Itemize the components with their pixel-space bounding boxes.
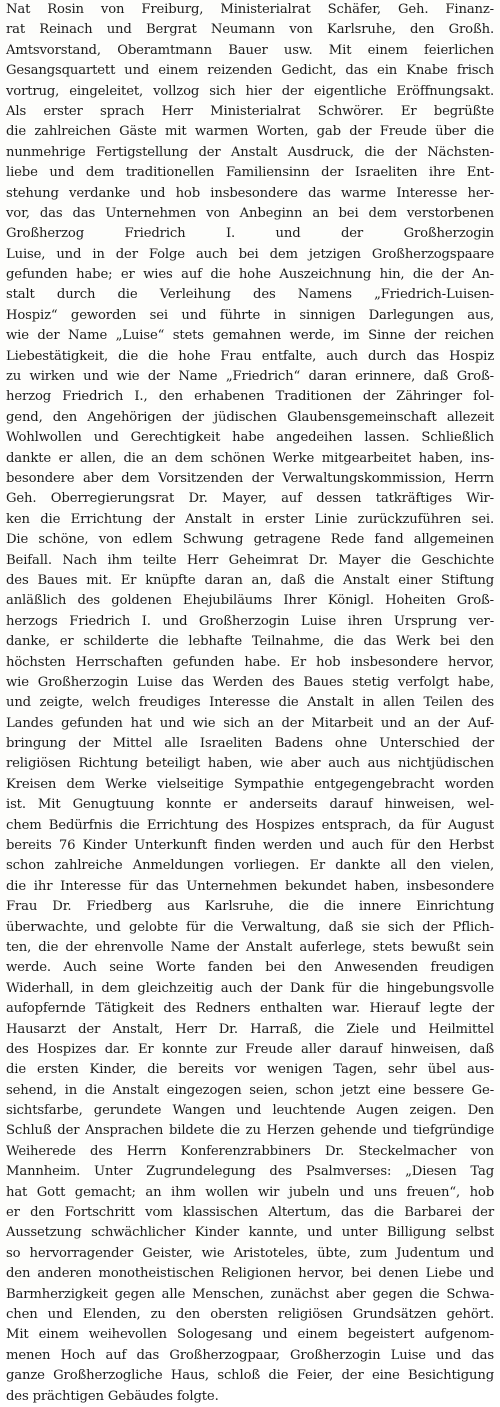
- article-line: die ihr Interesse für das Unternehmen bekundet haben, insbesondere: [6, 878, 494, 894]
- article-line: dankte er allen, die an dem schönen Werke mitgearbeitet haben, ins-: [6, 450, 494, 466]
- article-line: danke, er schilderte die lebhafte Teilnahme, die das Werk bei den: [6, 634, 494, 650]
- article-line: werde. Auch seine Worte fanden bei den Anwesenden freudigen: [6, 960, 494, 976]
- article-line: vor, das das Unternehmen von Anbeginn an bei dem verstorbenen: [6, 205, 494, 221]
- article-line: stehung verdanke und hob insbesondere das warme Interesse her-: [6, 185, 494, 201]
- article-line: chen und Elenden, zu den obersten religiösen Grundsätzen gehört.: [6, 1307, 494, 1322]
- article-line: menen Hoch auf das Großherzogpaar, Großherzogin Luise und das: [6, 1347, 494, 1363]
- article-line: aufopfernde Tätigkeit des Redners enthalten war. Hierauf legte der: [6, 1001, 494, 1017]
- article-line: Wohlwollen und Gerechtigkeit habe angedeihen lassen. Schließlich: [6, 430, 494, 446]
- article-line: Luise, und in der Folge auch bei dem jetzigen Großherzogspaare: [6, 246, 494, 262]
- article-line: des Baues mit. Er knüpfte daran an, daß die Anstalt einer Stiftung: [6, 572, 494, 588]
- article-line: überwachte, und gelobte für die Verwaltung, daß sie sich der Pflich-: [6, 919, 494, 935]
- article-line: hat Gott gemacht; an ihm wollen wir jubeln und uns freuen“, hob: [6, 1184, 494, 1200]
- article-line: besondere aber dem Vorsitzenden der Verwaltungskommission, Herrn: [6, 470, 494, 486]
- article-line: Frau Dr. Friedberg aus Karlsruhe, die die innere Einrichtung: [6, 899, 494, 915]
- article-line: so hervorragender Geister, wie Aristoteles, übte, zum Judentum und: [6, 1245, 494, 1261]
- article-line: ten, die der ehrenvolle Name der Anstalt auferlege, stets bewußt sein: [6, 939, 494, 955]
- article-line: er den Fortschritt vom klassischen Altertum, das die Barbarei der: [6, 1205, 494, 1221]
- article-line: und zeigte, welch freudiges Interesse die Anstalt in allen Teilen des: [6, 695, 494, 711]
- article-line: des Hospizes dar. Er konnte zur Freude aller darauf hinweisen, daß: [6, 1041, 494, 1057]
- article-line: die zahlreichen Gäste mit warmen Worten, gab der Freude über die: [6, 124, 494, 140]
- article-line: ken die Errichtung der Anstalt in erster Linie zurückzuführen sei.: [6, 511, 494, 527]
- article-line: stalt durch die Verleihung des Namens „Friedrich-Luisen-: [6, 287, 494, 303]
- article-line: Schluß der Ansprachen bildete die zu Herzen gehende und tiefgründige: [6, 1123, 494, 1139]
- article-line: die ersten Kinder, die bereits vor wenigen Tagen, sehr übel aus-: [6, 1062, 494, 1078]
- article-line: Nat Rosin von Freiburg, Ministerialrat Schäfer, Geh. Finanz-: [6, 2, 494, 17]
- article-line: ganze Großherzogliche Haus, schloß die Feier, der eine Besichtigung: [6, 1368, 494, 1384]
- article-line: Liebestätigkeit, die die hohe Frau entfalte, auch durch das Hospiz: [6, 348, 494, 364]
- article-line: wie Großherzogin Luise das Werden des Baues stetig verfolgt habe,: [6, 674, 494, 690]
- article-line: Gesangsquartett und einem reizenden Gedicht, das ein Knabe frisch: [6, 63, 494, 79]
- article-line: liebe und dem traditionellen Familiensinn der Israeliten ihre Ent-: [6, 165, 494, 181]
- article-line: Mit einem weihevollen Sologesang und einem begeistert aufgenom-: [6, 1327, 494, 1343]
- article-line: herzog Friedrich I., den erhabenen Traditionen der Zähringer fol-: [6, 389, 494, 405]
- article-line: gefunden habe; er wies auf die hohe Auszeichnung hin, die der An-: [6, 267, 494, 283]
- article-line: schon zahlreiche Anmeldungen vorliegen. Er dankte all den vielen,: [6, 858, 494, 874]
- article-line: Als erster sprach Herr Ministerialrat Schwörer. Er begrüßte: [6, 103, 494, 119]
- article-line: Mannheim. Unter Zugrundelegung des Psalmverses: „Diesen Tag: [6, 1164, 494, 1180]
- article-column: [6, 0, 494, 1407]
- article-line: sehend, in die Anstalt eingezogen seien, schon jetzt eine bessere Ge-: [6, 1082, 494, 1098]
- article-line: Amtsvorstand, Oberamtmann Bauer usw. Mit einem feierlichen: [6, 42, 494, 58]
- article-line: vortrug, eingeleitet, vollzog sich hier der eigentliche Eröffnungsakt.: [6, 83, 494, 99]
- article-line: Barmherzigkeit gegen alle Menschen, zunächst aber gegen die Schwa-: [6, 1286, 494, 1302]
- article-line: Kreisen dem Werke vielseitige Sympathie entgegengebracht worden: [6, 776, 494, 792]
- article-line: bringung der Mittel alle Israeliten Badens ohne Unterschied der: [6, 736, 494, 752]
- article-line: Aussetzung schwächlicher Kinder kannte, und unter Billigung selbst: [6, 1225, 494, 1241]
- article-line: Großherzog Friedrich I. und der Großherzogin: [6, 226, 494, 242]
- article-line: Hausarzt der Anstalt, Herr Dr. Harraß, die Ziele und Heilmittel: [6, 1021, 494, 1037]
- article-line: Hospiz“ geworden sei und führte in sinnigen Darlegungen aus,: [6, 307, 494, 323]
- article-line: Die schöne, von edlem Schwung getragene Rede fand allgemeinen: [6, 532, 494, 548]
- article-line: den anderen monotheistischen Religionen hervor, bei denen Liebe und: [6, 1266, 494, 1282]
- article-line: zu wirken und wie der Name „Friedrich“ daran erinnere, daß Groß-: [6, 369, 494, 385]
- article-line: nunmehrige Fertigstellung der Anstalt Ausdruck, die der Nächsten-: [6, 144, 494, 160]
- article-line: gend, den Angehörigen der jüdischen Glaubensgemeinschaft allezeit: [6, 409, 494, 425]
- article-line: sichtsfarbe, gerundete Wangen und leuchtende Augen zeigen. Den: [6, 1103, 494, 1119]
- article-line: Beifall. Nach ihm teilte Herr Geheimrat Dr. Mayer die Geschichte: [6, 552, 494, 568]
- article-line: anläßlich des goldenen Ehejubiläums Ihrer Königl. Hoheiten Groß-: [6, 593, 494, 609]
- article-line: religiösen Richtung beteiligt haben, wie aber auch aus nichtjüdischen: [6, 756, 494, 772]
- article-line: chem Bedürfnis die Errichtung des Hospizes entsprach, da für August: [6, 817, 494, 833]
- article-line: Weiherede des Herrn Konferenzrabbiners Dr. Steckelmacher von: [6, 1143, 494, 1159]
- article-line: herzogs Friedrich I. und Großherzogin Luise ihren Ursprung ver-: [6, 613, 494, 629]
- article-line: Landes gefunden hat und wie sich an der Mitarbeit und an der Auf-: [6, 715, 494, 731]
- article-line: rat Reinach und Bergrat Neumann von Karlsruhe, den Großh.: [6, 22, 494, 38]
- article-line: wie der Name „Luise“ stets gemahnen werde, im Sinne der reichen: [6, 328, 494, 344]
- article-line: höchsten Herrschaften gefunden habe. Er hob insbesondere hervor,: [6, 654, 494, 670]
- article-line: Geh. Oberregierungsrat Dr. Mayer, auf dessen tatkräftiges Wir-: [6, 491, 494, 507]
- article-line: bereits 76 Kinder Unterkunft finden werden und auch für den Herbst: [6, 838, 494, 854]
- article-line: des prächtigen Gebäudes folgte.: [6, 1388, 219, 1404]
- article-line: ist. Mit Genugtuung konnte er anderseits darauf hinweisen, wel-: [6, 797, 494, 813]
- article-line: Widerhall, in dem gleichzeitig auch der Dank für die hingebungsvolle: [6, 980, 494, 996]
